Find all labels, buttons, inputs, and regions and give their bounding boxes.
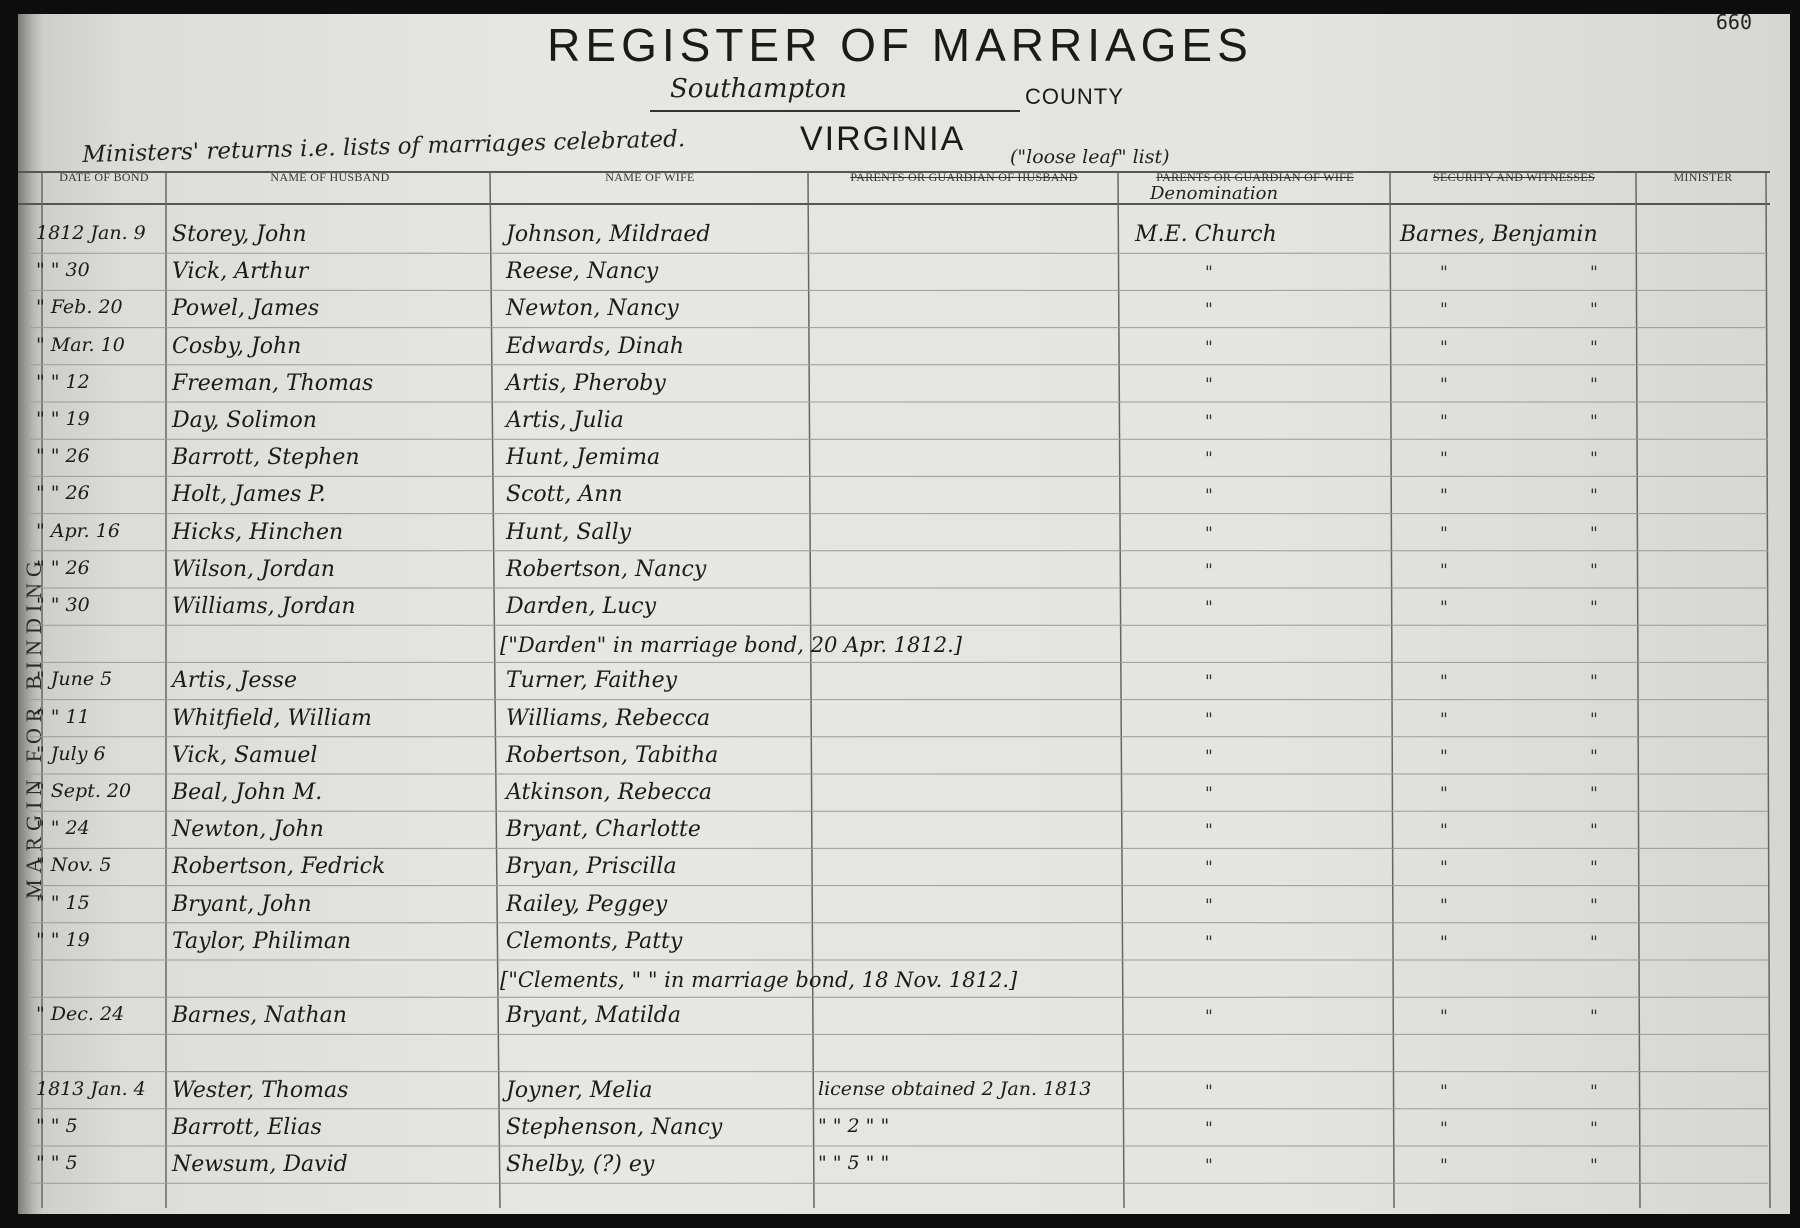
column-header-security: SECURITY AND WITNESSES xyxy=(1433,170,1595,184)
state-name: VIRGINIA xyxy=(800,120,966,158)
entry-wife: Hunt, Sally xyxy=(506,519,632,545)
entry-wife: Artis, Pheroby xyxy=(506,370,666,396)
bond-spelling-note: ["Clements, " " in marriage bond, 18 Nov. 1812.] xyxy=(500,968,1018,992)
entry-denom: " xyxy=(1205,1007,1213,1028)
column-header-wife: NAME OF WIFE xyxy=(605,170,695,184)
entry-date: " " 12 xyxy=(36,370,90,393)
entry-minister: " xyxy=(1590,672,1598,693)
entry-husband: Hicks, Hinchen xyxy=(172,519,344,545)
entry-denom: " xyxy=(1205,858,1213,879)
entry-wife: Johnson, Mildraed xyxy=(506,222,711,247)
entry-security: " xyxy=(1440,672,1448,693)
entry-date: " " 15 xyxy=(36,891,90,914)
entry-date: " July 6 xyxy=(36,742,106,765)
entry-denom: " xyxy=(1205,1118,1213,1139)
entry-minister: " xyxy=(1590,374,1598,395)
entry-minister: " xyxy=(1590,1007,1598,1028)
entry-security: " xyxy=(1440,523,1448,544)
entry-denom: " xyxy=(1205,300,1213,321)
entry-security: " xyxy=(1440,598,1448,618)
entry-wife: Artis, Julia xyxy=(506,408,624,433)
entry-denom: " xyxy=(1205,1081,1213,1102)
entry-husband: Barrott, Elias xyxy=(172,1114,322,1140)
entry-date: " " 11 xyxy=(36,705,90,728)
entry-denom: " xyxy=(1205,1156,1213,1176)
ministers-note: Ministers' returns i.e. lists of marriages celebrated. xyxy=(82,126,686,168)
entry-minister: " xyxy=(1590,300,1598,321)
entry-minister: " xyxy=(1590,746,1598,767)
entry-denom: " xyxy=(1205,560,1213,581)
entry-date: " Nov. 5 xyxy=(36,854,112,877)
entry-minister: " xyxy=(1590,486,1598,507)
entry-security: " xyxy=(1440,449,1448,470)
entry-wife: Stephenson, Nancy xyxy=(506,1114,723,1140)
entry-date: " " 26 xyxy=(36,445,90,468)
denomination-label: Denomination xyxy=(1150,183,1279,204)
entry-security: " xyxy=(1440,932,1448,953)
column-header-date: DATE OF BOND xyxy=(59,170,149,184)
entry-wife: Williams, Rebecca xyxy=(506,705,711,731)
entry-wife: Shelby, (?) ey xyxy=(506,1152,655,1177)
entry-date: " Feb. 20 xyxy=(36,296,123,319)
entry-security: " xyxy=(1440,858,1448,879)
entry-wife: Newton, Nancy xyxy=(506,296,679,322)
entry-husband: Vick, Samuel xyxy=(172,742,318,768)
entry-date: 1812 Jan. 9 xyxy=(36,222,146,244)
entry-security: " xyxy=(1440,1081,1448,1102)
entry-security: " xyxy=(1440,821,1448,842)
entry-husband: Freeman, Thomas xyxy=(172,370,374,396)
entry-security: " xyxy=(1440,412,1448,432)
entry-minister: " xyxy=(1590,337,1598,358)
entry-husband: Williams, Jordan xyxy=(172,594,356,619)
entry-date: " " 26 xyxy=(36,482,90,505)
county-label: COUNTY xyxy=(1025,84,1124,109)
entry-wife: Clemonts, Patty xyxy=(506,928,683,954)
entry-security: " xyxy=(1440,784,1448,804)
entry-denom: " xyxy=(1205,449,1213,470)
loose-leaf-note: ("loose leaf" list) xyxy=(1010,146,1170,168)
entry-security: " xyxy=(1440,1007,1448,1028)
entry-husband: Powel, James xyxy=(172,296,320,322)
entry-security: " xyxy=(1440,263,1448,284)
column-header-husband: NAME OF HUSBAND xyxy=(270,170,390,184)
entry-minister: " xyxy=(1590,1081,1598,1102)
entry-husband: Barrott, Stephen xyxy=(172,445,360,471)
entry-wife: Atkinson, Rebecca xyxy=(506,780,713,805)
entry-husband: Wester, Thomas xyxy=(172,1077,349,1103)
entry-wife: Bryan, Priscilla xyxy=(506,854,677,880)
entry-minister: " xyxy=(1590,560,1598,581)
entry-denom: " xyxy=(1205,932,1213,953)
column-header-parents-wife: PARENTS OR GUARDIAN OF WIFE xyxy=(1156,170,1354,184)
entry-husband: Day, Solimon xyxy=(172,408,317,433)
column-header-parents-husband: PARENTS OR GUARDIAN OF HUSBAND xyxy=(850,170,1078,184)
entry-denom: " xyxy=(1205,486,1213,507)
entry-security: " xyxy=(1440,337,1448,358)
entry-denom: " xyxy=(1205,598,1213,618)
binding-margin-label: MARGIN FOR BINDING xyxy=(21,555,46,899)
entry-security: " xyxy=(1440,374,1448,395)
entry-parents-husband: " " 5 " " xyxy=(818,1152,890,1174)
entry-security: " xyxy=(1440,709,1448,730)
entry-husband: Wilson, Jordan xyxy=(172,556,335,582)
entry-minister: " xyxy=(1590,784,1598,804)
entry-denom: " xyxy=(1205,672,1213,693)
entry-denom: " xyxy=(1205,523,1213,544)
entry-date: " " 5 xyxy=(36,1152,78,1174)
entry-minister: " xyxy=(1590,858,1598,879)
entry-minister: " xyxy=(1590,821,1598,842)
entry-date: " " 26 xyxy=(36,556,90,579)
entry-date: " " 30 xyxy=(36,259,90,282)
entry-minister: " xyxy=(1590,709,1598,730)
entry-minister: " xyxy=(1590,523,1598,544)
entry-date: " " 5 xyxy=(36,1114,78,1137)
entry-security: " xyxy=(1440,1118,1448,1139)
entry-date: " June 5 xyxy=(36,668,113,691)
entry-date: " " 30 xyxy=(36,594,90,616)
entry-date: " Dec. 24 xyxy=(36,1003,125,1026)
entry-denom: " xyxy=(1205,412,1213,432)
entry-wife: Bryant, Matilda xyxy=(506,1003,681,1029)
entry-husband: Taylor, Philiman xyxy=(172,928,352,954)
entry-husband: Newton, John xyxy=(172,817,324,843)
entry-security: Barnes, Benjamin xyxy=(1400,222,1598,247)
entry-denom: " xyxy=(1205,784,1213,804)
entry-husband: Robertson, Fedrick xyxy=(172,854,386,880)
entry-denom: " xyxy=(1205,746,1213,767)
column-header-minister: MINISTER xyxy=(1673,170,1733,184)
entry-denom: " xyxy=(1205,895,1213,916)
entry-date: " " 19 xyxy=(36,408,90,430)
entry-husband: Cosby, John xyxy=(172,333,302,359)
entry-wife: Reese, Nancy xyxy=(506,259,659,285)
entry-minister: " xyxy=(1590,449,1598,470)
entry-wife: Joyner, Melia xyxy=(506,1077,653,1103)
entry-wife: Robertson, Nancy xyxy=(506,556,707,582)
entry-husband: Newsum, David xyxy=(172,1152,348,1177)
entry-minister: " xyxy=(1590,412,1598,432)
entry-date: " Mar. 10 xyxy=(36,333,125,356)
entry-wife: Edwards, Dinah xyxy=(506,333,685,359)
entry-denom: " xyxy=(1205,374,1213,395)
entry-minister: " xyxy=(1590,932,1598,953)
entry-security: " xyxy=(1440,560,1448,581)
entry-husband: Holt, James P. xyxy=(172,482,326,508)
bond-spelling-note: ["Darden" in marriage bond, 20 Apr. 1812.] xyxy=(500,633,962,658)
entry-wife: Robertson, Tabitha xyxy=(506,742,719,768)
entry-security: " xyxy=(1440,486,1448,507)
entry-husband: Vick, Arthur xyxy=(172,259,309,285)
entry-security: " xyxy=(1440,746,1448,767)
entry-security: " xyxy=(1440,1156,1448,1176)
page-number: 660 xyxy=(1715,10,1752,34)
entry-wife: Railey, Peggey xyxy=(506,891,668,917)
entry-husband: Whitfield, William xyxy=(172,705,372,731)
entry-date: " Apr. 16 xyxy=(36,519,120,542)
page-title: REGISTER OF MARRIAGES xyxy=(547,19,1253,71)
entry-husband: Bryant, John xyxy=(172,891,312,917)
entry-husband: Artis, Jesse xyxy=(172,668,297,694)
entry-wife: Scott, Ann xyxy=(506,482,623,508)
entry-parents-husband: " " 2 " " xyxy=(818,1114,890,1137)
entry-denom: M.E. Church xyxy=(1135,222,1277,247)
entry-date: " " 24 xyxy=(36,817,90,840)
entry-date: " Sept. 20 xyxy=(36,780,132,802)
entry-denom: " xyxy=(1205,263,1213,284)
entry-husband: Beal, John M. xyxy=(172,780,323,805)
entry-date: " " 19 xyxy=(36,928,90,951)
entry-minister: " xyxy=(1590,598,1598,618)
entry-security: " xyxy=(1440,895,1448,916)
entry-denom: " xyxy=(1205,821,1213,842)
entry-minister: " xyxy=(1590,263,1598,284)
entry-security: " xyxy=(1440,300,1448,321)
entry-parents-husband: license obtained 2 Jan. 1813 xyxy=(818,1077,1092,1100)
entry-minister: " xyxy=(1590,1118,1598,1139)
county-name: Southampton xyxy=(670,74,848,104)
entry-husband: Storey, John xyxy=(172,222,307,247)
entry-date: 1813 Jan. 4 xyxy=(36,1077,146,1100)
entry-wife: Turner, Faithey xyxy=(506,668,678,694)
entry-minister: " xyxy=(1590,1156,1598,1176)
entry-wife: Hunt, Jemima xyxy=(506,445,661,471)
entry-denom: " xyxy=(1205,709,1213,730)
entry-wife: Darden, Lucy xyxy=(506,594,657,619)
entry-wife: Bryant, Charlotte xyxy=(506,817,701,843)
entry-denom: " xyxy=(1205,337,1213,358)
entry-minister: " xyxy=(1590,895,1598,916)
entry-husband: Barnes, Nathan xyxy=(172,1003,347,1029)
